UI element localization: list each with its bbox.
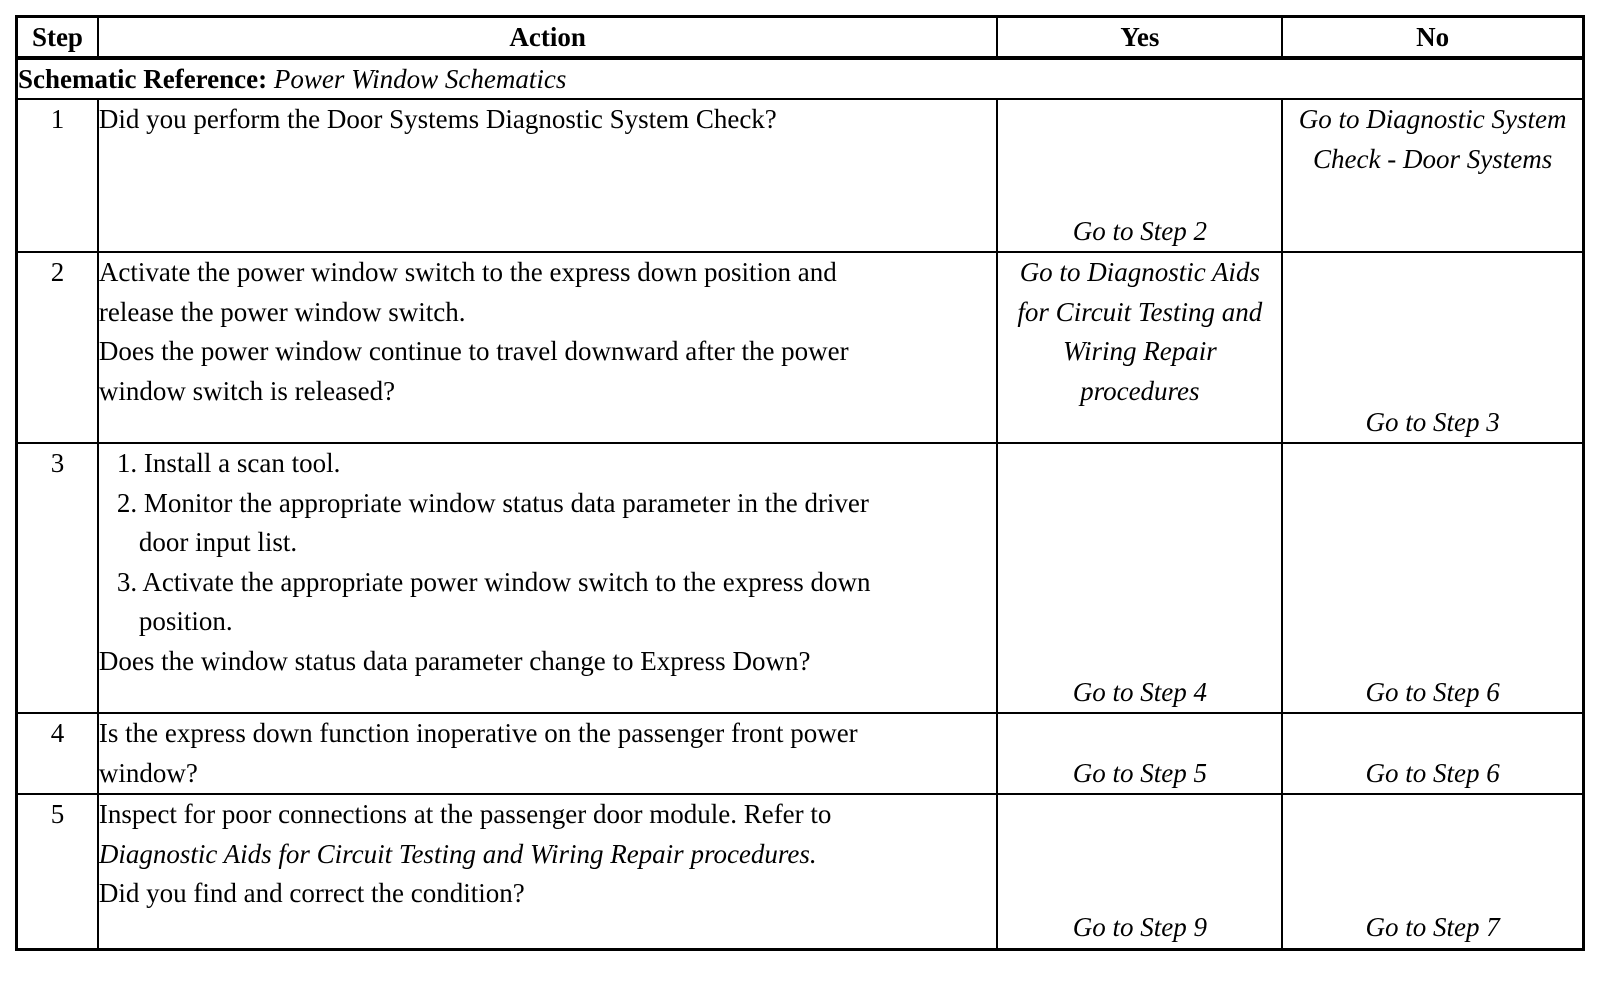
table-row-step-2 [17, 252, 1584, 443]
diagnostic-table [15, 15, 1585, 951]
header-no: No [1282, 17, 1583, 59]
substep-item: 2. Monitor the appropriate window status data parameter in the driver door input list. [116, 487, 869, 557]
action-question: Is the express down function inoperative on the passenger front power window? [98, 718, 858, 788]
yes-cell [997, 794, 1282, 949]
yes-cell [997, 252, 1282, 443]
no-cell [1282, 794, 1583, 949]
table-row-step-3 [17, 443, 1584, 713]
step-number: 5 [17, 794, 98, 949]
no-result: Go to Step 3 [1365, 406, 1500, 437]
step-number: 2 [17, 252, 98, 443]
no-cell [1282, 99, 1583, 252]
no-cell [1282, 443, 1583, 713]
step-number: 1 [17, 99, 98, 252]
no-result: Go to Diagnostic System Check - Door Systems [1298, 104, 1567, 174]
reference-label: Schematic Reference: [18, 64, 268, 94]
yes-result: Go to Step 4 [1072, 676, 1207, 707]
action-question: Did you find and correct the condition? [98, 878, 525, 908]
action-question: Does the power window continue to travel downward after the power window switch is released? [98, 336, 849, 406]
no-result: Go to Step 6 [1365, 676, 1500, 707]
yes-result: Go to Step 5 [1072, 757, 1207, 788]
step-number: 3 [17, 443, 98, 713]
yes-cell [997, 99, 1282, 252]
action-cell [98, 252, 997, 443]
action-question: Did you perform the Door Systems Diagnostic System Check? [98, 104, 777, 134]
schematic-reference-row [17, 58, 1584, 99]
header-step: Step [17, 17, 98, 59]
substep-list [99, 444, 996, 642]
action-cell [98, 794, 997, 949]
action-reference-link: Diagnostic Aids for Circuit Testing and Wiring Repair procedures. [98, 838, 817, 869]
action-text: Inspect for poor connections at the passenger door module. Refer to [98, 799, 832, 829]
table-row-step-4 [17, 713, 1584, 794]
schematic-reference [17, 58, 1584, 99]
yes-cell [997, 713, 1282, 794]
no-cell [1282, 713, 1583, 794]
no-cell [1282, 252, 1583, 443]
yes-result: Go to Step 9 [1072, 912, 1207, 942]
substep-item: 3. Activate the appropriate power window switch to the express down position. [116, 566, 871, 636]
action-cell [98, 713, 997, 794]
no-result: Go to Step 6 [1365, 757, 1500, 788]
table-row-step-5 [17, 794, 1584, 949]
step-number: 4 [17, 713, 98, 794]
header-action: Action [98, 17, 997, 59]
action-instruction [99, 795, 996, 874]
action-instruction: Activate the power window switch to the express down position and release the power window switch. [98, 257, 837, 327]
header-yes: Yes [997, 17, 1282, 59]
action-question: Does the window status data parameter change to Express Down? [98, 645, 811, 676]
action-cell [98, 443, 997, 713]
yes-result: Go to Diagnostic Aids for Circuit Testing and Wiring Repair procedures [1017, 257, 1263, 406]
table-row-step-1 [17, 99, 1584, 252]
yes-cell [997, 443, 1282, 713]
no-result: Go to Step 7 [1365, 912, 1500, 942]
yes-result: Go to Step 2 [1072, 215, 1207, 246]
substep-item: 1. Install a scan tool. [116, 448, 341, 478]
action-cell [98, 99, 997, 252]
reference-value: Power Window Schematics [273, 64, 567, 94]
header-row [17, 17, 1584, 59]
